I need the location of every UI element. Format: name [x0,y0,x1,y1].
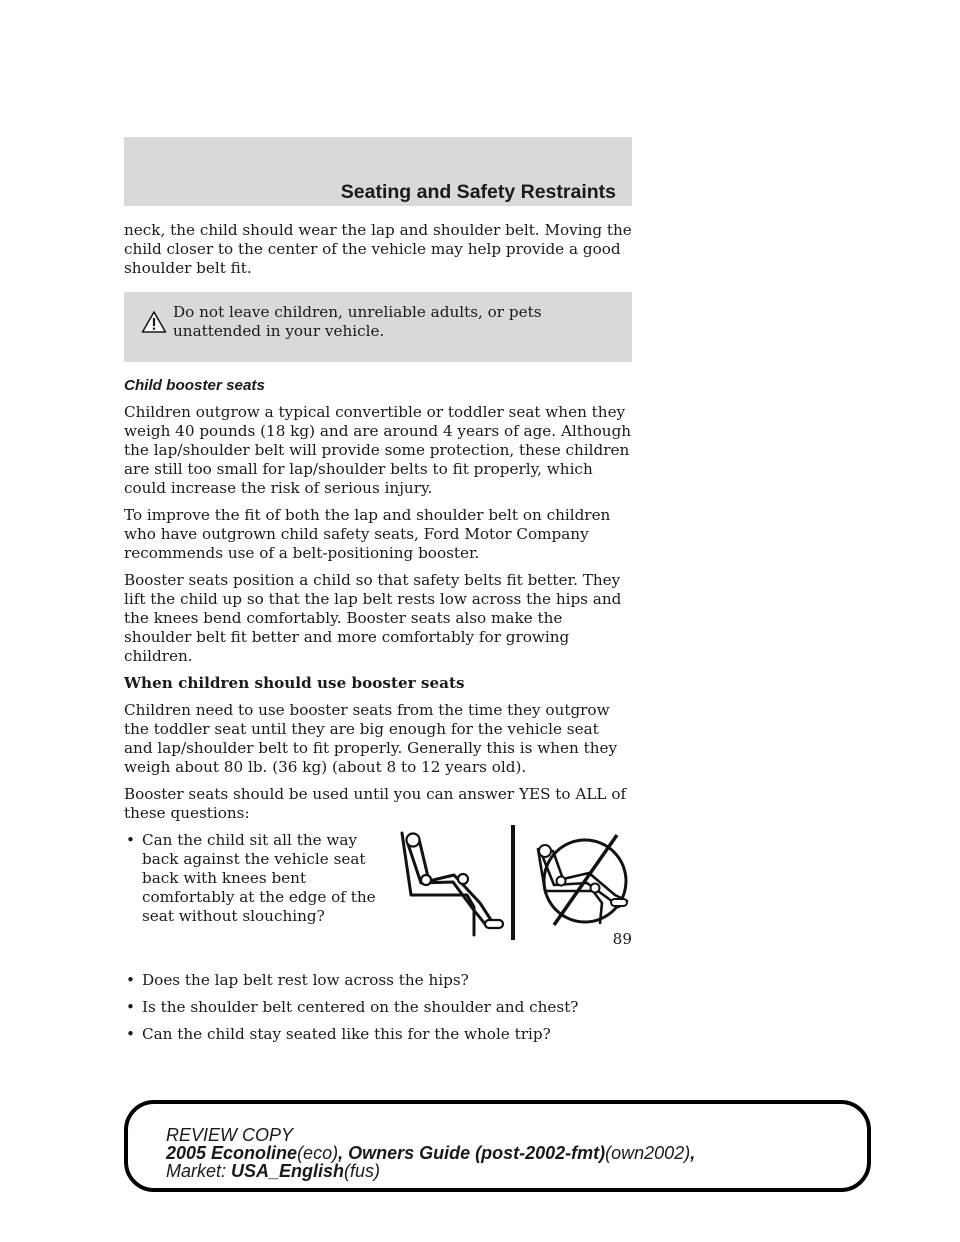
heading-child-booster-seats: Child booster seats [124,377,265,394]
list-item [124,971,632,990]
bullet-symbol: • [126,971,135,989]
footer-text [166,1126,695,1180]
footer-model: 2005 Econoline [166,1143,298,1163]
bullet-symbol: • [126,831,135,849]
footer-guide-code: (own2002) [605,1143,691,1163]
when-paragraph: Children need to use booster seats from the time they outgrow the toddler seat until they are big enough for the vehicle seat and lap/shoulder belt to fit properly. Generally this is when they weigh about 80 lb. (36 kg) (about 8 to 12 years old). [124,701,618,776]
footer-market-code: (fus) [344,1161,381,1181]
until-yes-paragraph: Booster seats should be used until you can answer YES to ALL of these questions: [124,785,627,822]
bullet-symbol: • [126,1025,135,1043]
bullet-symbol: • [126,998,135,1016]
footer-market-label: Market: [166,1161,232,1181]
footer-line-end: , [690,1143,696,1163]
footer-market: USA_English [231,1161,345,1181]
heading-when-to-use: When children should use booster seats [124,674,465,692]
bullet-text: Can the child stay seated like this for the whole trip? [142,1025,551,1043]
improve-fit-paragraph: To improve the fit of both the lap and shoulder belt on children who have outgrown child safety seats, Ford Motor Company recommends use of a belt-positioning booster. [124,506,611,562]
warning-box [124,292,632,362]
list-item [124,831,632,962]
page-number: 89 [612,930,632,948]
footer-line-review-copy: REVIEW COPY [166,1125,294,1145]
footer-model-code: (eco) [297,1143,339,1163]
warning-triangle-icon [141,310,167,334]
intro-paragraph: neck, the child should wear the lap and shoulder belt. Moving the child closer to the center of the vehicle may help provide a good shoulder belt fit. [124,221,632,277]
bullet-text: Is the shoulder belt centered on the shoulder and chest? [142,998,579,1016]
bullet-text: Does the lap belt rest low across the hips? [142,971,469,989]
footer-line-market [166,1162,695,1180]
list-item [124,998,632,1017]
page-content [124,221,632,1052]
review-copy-footer [124,1100,871,1192]
booster-seat-posture-illustration [397,825,629,945]
outgrow-paragraph: Children outgrow a typical convertible or toddler seat when they weigh 40 pounds (18 kg) and are around 4 years of age. Although the lap/shoulder belt will provide some protection, these children are still too small for lap/shoulder belts to fit properly, which could increase the risk of serious injury. [124,403,632,497]
list-item [124,1025,632,1044]
header-band [124,137,632,206]
booster-position-paragraph: Booster seats position a child so that safety belts fit better. They lift the child up so that the lap belt rests low across the hips and the knees bend comfortably. Booster seats also make the shoulder belt fit better and more comfortably for growing children. [124,571,622,665]
section-title: Seating and Safety Restraints [340,181,616,203]
bullet-text: Can the child sit all the way back against the vehicle seat back with knees bent comfortably at the edge of the seat without slouching? [142,831,376,925]
footer-guide: Owners Guide (post-2002-fmt) [348,1143,606,1163]
footer-separator: , [338,1143,349,1163]
footer-line-model [166,1144,695,1162]
warning-text: Do not leave children, unreliable adults, or pets unattended in your vehicle. [173,303,542,340]
